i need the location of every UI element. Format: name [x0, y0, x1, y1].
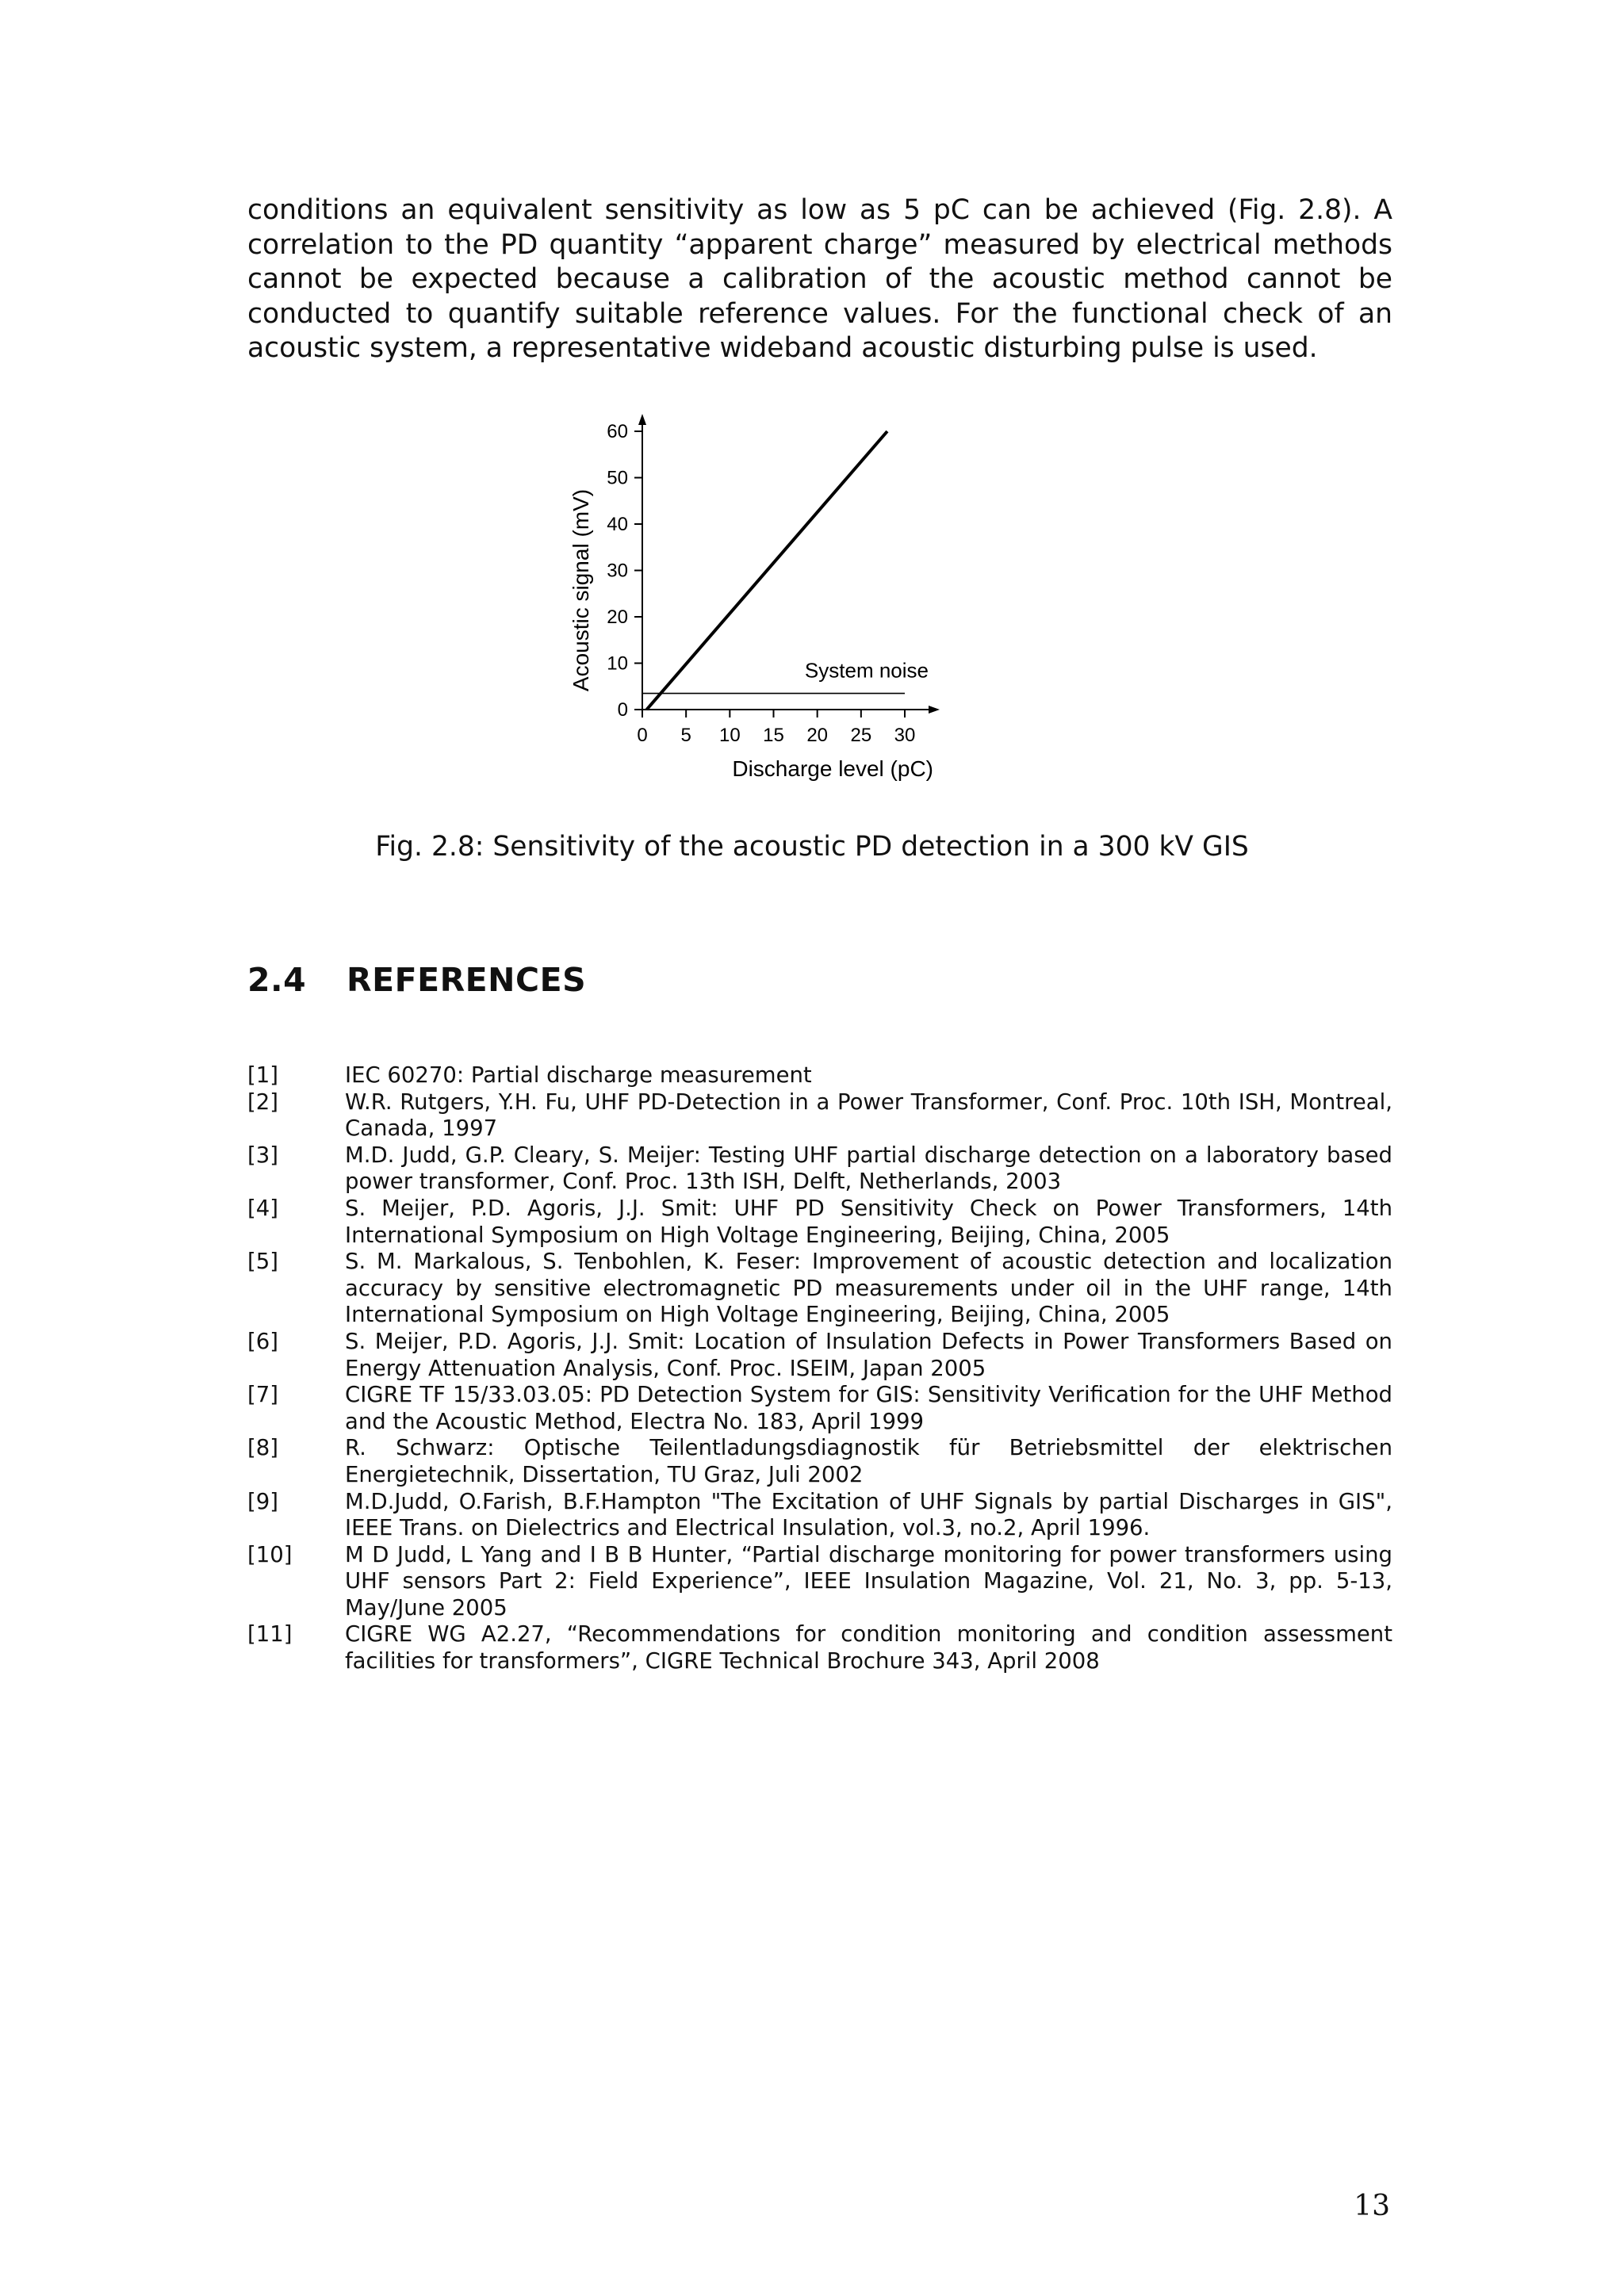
reference-number: [6] [247, 1328, 278, 1354]
reference-number: [10] [247, 1541, 293, 1567]
reference-number: [1] [247, 1062, 278, 1088]
figure-caption: Fig. 2.8: Sensitivity of the acoustic PD detection in a 300 kV GIS [375, 831, 1249, 863]
reference-number: [11] [247, 1621, 293, 1647]
reference-text: IEC 60270: Partial discharge measurement [345, 1062, 812, 1088]
intro-paragraph [247, 193, 1392, 366]
reference-item [247, 1621, 1392, 1674]
reference-item [247, 1249, 1392, 1329]
reference-text: S. M. Markalous, S. Tenbohlen, K. Feser: Improvement of acoustic detection and localization accuracy by sensitive electromagnetic PD measurements under oil in the UHF range, 14th International Symposium on High Voltage Engineering, Beijing, China, 2005 [345, 1249, 1392, 1328]
reference-text: M.D.Judd, O.Farish, B.F.Hampton "The Excitation of UHF Signals by partial Discharges in GIS", IEEE Trans. on Dielectrics and Electrical Insulation, vol.3, no.2, April 1996. [345, 1488, 1392, 1541]
x-tick-label: 15 [763, 725, 784, 746]
reference-item [247, 1089, 1392, 1142]
system-noise-label: System noise [804, 658, 929, 683]
reference-number: [5] [247, 1249, 278, 1275]
reference-text: CIGRE TF 15/33.03.05: PD Detection System for GIS: Sensitivity Verification for the UHF Method and the Acoustic Method, Electra No. 183, April 1999 [345, 1382, 1392, 1434]
reference-list [247, 1062, 1392, 1675]
reference-text: M.D. Judd, G.P. Cleary, S. Meijer: Testing UHF partial discharge detection on a laboratory based power transformer, Conf. Proc. 13th ISH, Delft, Netherlands, 2003 [345, 1142, 1392, 1195]
reference-number: [2] [247, 1089, 278, 1115]
section-heading [247, 961, 586, 999]
reference-text: R. Schwarz: Optische Teilentladungsdiagnostik für Betriebsmittel der elektrischen Energietechnik, Dissertation, TU Graz, Juli 2002 [345, 1435, 1392, 1487]
reference-number: [7] [247, 1382, 278, 1408]
y-axis-arrow [638, 414, 646, 425]
y-tick-label: 30 [607, 560, 628, 582]
intro-line: correlation to the PD quantity “apparent charge” measured by electrical methods [247, 228, 1392, 261]
x-axis-arrow [929, 706, 940, 714]
y-tick-label: 50 [607, 467, 628, 489]
x-tick-label: 5 [680, 725, 691, 746]
x-tick-label: 30 [894, 725, 916, 746]
reference-item [247, 1489, 1392, 1542]
x-tick-label: 0 [637, 725, 648, 746]
reference-number: [4] [247, 1195, 278, 1221]
reference-text: S. Meijer, P.D. Agoris, J.J. Smit: Location of Insulation Defects in Power Transformers Based on Energy Attenuation Analysis, Conf. Proc. ISEIM, Japan 2005 [345, 1328, 1392, 1381]
reference-item [247, 1435, 1392, 1488]
x-tick-label: 10 [718, 725, 741, 746]
intro-line: acoustic system, a representative wideband acoustic disturbing pulse is used. [247, 332, 1318, 364]
x-tick-label: 25 [850, 725, 872, 746]
intro-line: conducted to quantify suitable reference values. For the functional check of an [247, 297, 1392, 330]
reference-item [247, 1196, 1392, 1249]
reference-item [247, 1062, 1392, 1089]
reference-text: CIGRE WG A2.27, “Recommendations for condition monitoring and condition assessment facilities for transformers”, CIGRE Technical Brochure 343, April 2008 [345, 1621, 1392, 1674]
y-tick-label: 20 [607, 607, 628, 628]
page-number: 13 [1354, 2190, 1390, 2222]
x-tick-label: 20 [806, 725, 829, 746]
section-title: REFERENCES [347, 961, 587, 999]
reference-item [247, 1382, 1392, 1435]
reference-text: M D Judd, L Yang and I B B Hunter, “Partial discharge monitoring for power transformers using UHF sensors Part 2: Field Experience”, IEEE Insulation Magazine, Vol. 21, No. 3, pp. 5-13, May/June 2005 [345, 1541, 1392, 1621]
reference-number: [9] [247, 1488, 278, 1514]
section-number: 2.4 [247, 961, 307, 999]
y-tick-label: 40 [607, 514, 628, 535]
y-tick-label: 60 [607, 421, 628, 442]
y-tick-label: 10 [607, 652, 628, 675]
reference-number: [3] [247, 1142, 278, 1168]
intro-line: cannot be expected because a calibration of the acoustic method cannot be [247, 263, 1392, 295]
reference-item [247, 1329, 1392, 1382]
intro-line: conditions an equivalent sensitivity as low as 5 pC can be achieved (Fig. 2.8). A [247, 194, 1392, 226]
reference-number: [8] [247, 1435, 278, 1461]
y-tick-label: 0 [617, 699, 628, 721]
reference-item [247, 1142, 1392, 1196]
reference-text: S. Meijer, P.D. Agoris, J.J. Smit: UHF PD Sensitivity Check on Power Transformers, 14th International Symposium on High Voltage Engineering, Beijing, China, 2005 [345, 1195, 1392, 1248]
reference-item [247, 1542, 1392, 1622]
reference-text: W.R. Rutgers, Y.H. Fu, UHF PD-Detection in a Power Transformer, Conf. Proc. 10th ISH, Montreal, Canada, 1997 [345, 1089, 1392, 1142]
x-axis-label: Discharge level (pC) [732, 756, 933, 781]
sensitivity-chart [539, 396, 1189, 809]
y-axis-label: Acoustic signal (mV) [569, 488, 593, 692]
